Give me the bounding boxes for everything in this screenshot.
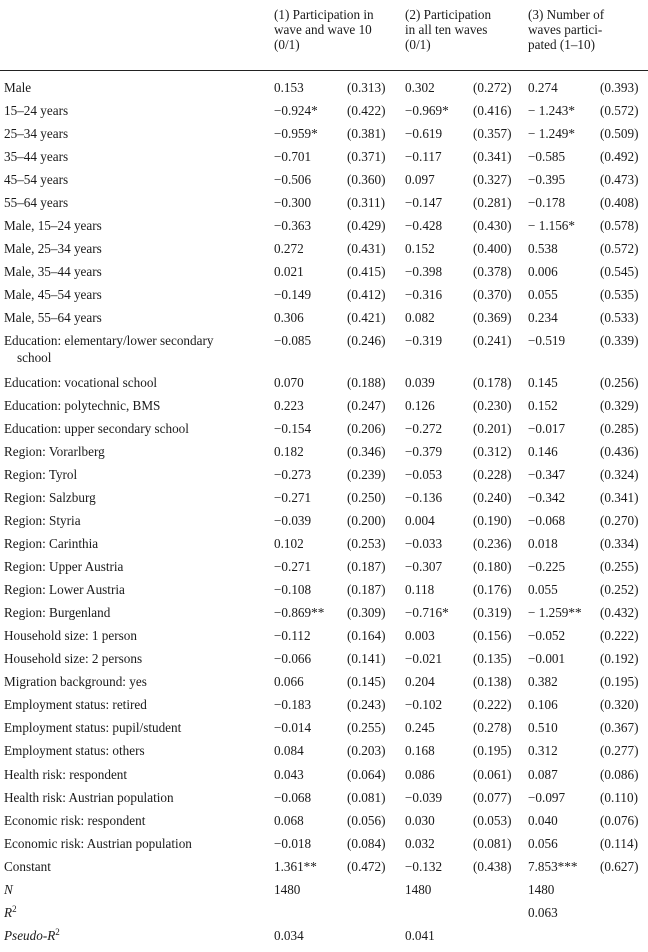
stat-label-text: N xyxy=(4,882,13,897)
std-error-cell: (0.319) xyxy=(473,605,512,620)
coefficient-cell: − 1.249* xyxy=(528,126,575,141)
coefficient-cell: 0.004 xyxy=(405,513,435,528)
std-error-cell: (0.400) xyxy=(473,241,512,256)
coefficient-cell: −0.149 xyxy=(274,287,312,302)
coefficient-cell: 0.084 xyxy=(274,743,304,758)
coefficient-cell: 0.043 xyxy=(274,767,304,782)
coefficient-cell: −0.068 xyxy=(274,790,312,805)
std-error-cell: (0.533) xyxy=(600,310,639,325)
std-error-cell: (0.252) xyxy=(600,582,639,597)
row-label: Household size: 1 person xyxy=(4,628,137,643)
coefficient-cell: −0.398 xyxy=(405,264,443,279)
coefficient-cell: −0.147 xyxy=(405,195,443,210)
coefficient-cell: −0.271 xyxy=(274,490,312,505)
coefficient-cell: −0.154 xyxy=(274,421,312,436)
coefficient-cell: −0.053 xyxy=(405,467,443,482)
column-header-1 xyxy=(274,7,374,52)
std-error-cell: (0.256) xyxy=(600,375,639,390)
coefficient-cell: 0.018 xyxy=(528,536,558,551)
coefficient-cell: −0.924* xyxy=(274,103,318,118)
std-error-cell: (0.190) xyxy=(473,513,512,528)
column-header-line: in all ten waves xyxy=(405,22,488,37)
row-label: Region: Lower Austria xyxy=(4,582,125,597)
row-label: Employment status: retired xyxy=(4,697,147,712)
std-error-cell: (0.329) xyxy=(600,398,639,413)
coefficient-cell: −0.225 xyxy=(528,559,566,574)
row-label: Employment status: others xyxy=(4,743,145,758)
column-header-line: (1) Participation in xyxy=(274,7,374,22)
std-error-cell: (0.255) xyxy=(347,720,386,735)
std-error-cell: (0.572) xyxy=(600,103,639,118)
std-error-cell: (0.357) xyxy=(473,126,512,141)
std-error-cell: (0.187) xyxy=(347,559,386,574)
coefficient-cell: −0.183 xyxy=(274,697,312,712)
coefficient-cell: 0.153 xyxy=(274,80,304,95)
std-error-cell: (0.381) xyxy=(347,126,386,141)
coefficient-cell: −0.039 xyxy=(405,790,443,805)
coefficient-cell: −0.869** xyxy=(274,605,325,620)
coefficient-cell: −0.097 xyxy=(528,790,566,805)
coefficient-cell: −0.117 xyxy=(405,149,442,164)
coefficient-cell: 0.040 xyxy=(528,813,558,828)
row-label: Economic risk: respondent xyxy=(4,813,146,828)
std-error-cell: (0.222) xyxy=(473,697,512,712)
coefficient-cell: 0.070 xyxy=(274,375,304,390)
std-error-cell: (0.222) xyxy=(600,628,639,643)
coefficient-cell: 0.066 xyxy=(274,674,304,689)
coefficient-cell: −0.319 xyxy=(405,333,443,348)
std-error-cell: (0.239) xyxy=(347,467,386,482)
std-error-cell: (0.572) xyxy=(600,241,639,256)
coefficient-cell: −0.716* xyxy=(405,605,449,620)
coefficient-cell: 0.145 xyxy=(528,375,558,390)
std-error-cell: (0.369) xyxy=(473,310,512,325)
coefficient-cell: −0.085 xyxy=(274,333,312,348)
coefficient-cell: 0.087 xyxy=(528,767,558,782)
coefficient-cell: −0.021 xyxy=(405,651,443,666)
coefficient-cell: 0.312 xyxy=(528,743,558,758)
stat-value: 1480 xyxy=(274,882,301,897)
row-label: 55–64 years xyxy=(4,195,69,210)
std-error-cell: (0.309) xyxy=(347,605,386,620)
std-error-cell: (0.370) xyxy=(473,287,512,302)
column-header-line: waves partici- xyxy=(528,22,603,37)
std-error-cell: (0.472) xyxy=(347,859,386,874)
std-error-cell: (0.393) xyxy=(600,80,639,95)
coefficient-cell: −0.969* xyxy=(405,103,449,118)
coefficient-cell: −0.068 xyxy=(528,513,566,528)
row-label: Health risk: Austrian population xyxy=(4,790,174,805)
column-header-line: (0/1) xyxy=(405,37,431,52)
std-error-cell: (0.195) xyxy=(600,674,639,689)
coefficient-cell: 0.204 xyxy=(405,674,435,689)
std-error-cell: (0.255) xyxy=(600,559,639,574)
std-error-cell: (0.422) xyxy=(347,103,386,118)
coefficient-cell: 0.030 xyxy=(405,813,435,828)
coefficient-cell: −0.519 xyxy=(528,333,566,348)
std-error-cell: (0.360) xyxy=(347,172,386,187)
coefficient-cell: 0.055 xyxy=(528,582,558,597)
std-error-cell: (0.371) xyxy=(347,149,386,164)
std-error-cell: (0.246) xyxy=(347,333,386,348)
row-label: Male, 45–54 years xyxy=(4,287,102,302)
std-error-cell: (0.240) xyxy=(473,490,512,505)
row-label: Employment status: pupil/student xyxy=(4,720,182,735)
row-label: 25–34 years xyxy=(4,126,69,141)
row-label: Region: Vorarlberg xyxy=(4,444,105,459)
stat-label-text: R xyxy=(4,905,13,920)
std-error-cell: (0.278) xyxy=(473,720,512,735)
row-label: Region: Tyrol xyxy=(4,467,78,482)
coefficient-cell: 0.245 xyxy=(405,720,435,735)
row-label: Constant xyxy=(4,859,51,874)
stat-label-text: Pseudo-R xyxy=(4,928,56,943)
std-error-cell: (0.627) xyxy=(600,859,639,874)
coefficient-cell: 7.853*** xyxy=(528,859,578,874)
coefficient-cell: −0.379 xyxy=(405,444,443,459)
std-error-cell: (0.535) xyxy=(600,287,639,302)
coefficient-cell: 0.223 xyxy=(274,398,304,413)
std-error-cell: (0.324) xyxy=(600,467,639,482)
stat-label-superscript: 2 xyxy=(55,927,60,937)
std-error-cell: (0.056) xyxy=(347,813,386,828)
coefficient-cell: 1.361** xyxy=(274,859,317,874)
coefficient-cell: −0.307 xyxy=(405,559,443,574)
coefficient-cell: 0.302 xyxy=(405,80,435,95)
coefficient-cell: −0.273 xyxy=(274,467,312,482)
std-error-cell: (0.077) xyxy=(473,790,512,805)
std-error-cell: (0.545) xyxy=(600,264,639,279)
std-error-cell: (0.188) xyxy=(347,375,386,390)
coefficient-cell: 0.234 xyxy=(528,310,558,325)
coefficient-cell: 0.118 xyxy=(405,582,435,597)
coefficient-cell: 0.272 xyxy=(274,241,304,256)
std-error-cell: (0.416) xyxy=(473,103,512,118)
row-label: Region: Salzburg xyxy=(4,490,96,505)
std-error-cell: (0.243) xyxy=(347,697,386,712)
coefficient-cell: 0.039 xyxy=(405,375,435,390)
row-label: Region: Styria xyxy=(4,513,81,528)
std-error-cell: (0.250) xyxy=(347,490,386,505)
std-error-cell: (0.431) xyxy=(347,241,386,256)
std-error-cell: (0.061) xyxy=(473,767,512,782)
coefficient-cell: −0.506 xyxy=(274,172,312,187)
std-error-cell: (0.053) xyxy=(473,813,512,828)
coefficient-cell: −0.619 xyxy=(405,126,443,141)
coefficient-cell: −0.052 xyxy=(528,628,566,643)
coefficient-cell: 0.538 xyxy=(528,241,558,256)
coefficient-cell: 0.056 xyxy=(528,836,558,851)
coefficient-cell: −0.428 xyxy=(405,218,443,233)
row-label: Male, 25–34 years xyxy=(4,241,102,256)
row-label: Male xyxy=(4,80,32,95)
stat-label xyxy=(4,928,60,944)
coefficient-cell: 0.510 xyxy=(528,720,558,735)
stat-label-superscript: 2 xyxy=(12,904,17,914)
coefficient-cell: −0.959* xyxy=(274,126,318,141)
std-error-cell: (0.247) xyxy=(347,398,386,413)
column-header-2 xyxy=(405,7,491,52)
row-label: Education: polytechnic, BMS xyxy=(4,398,161,413)
coefficient-cell: 0.006 xyxy=(528,264,558,279)
std-error-cell: (0.180) xyxy=(473,559,512,574)
std-error-cell: (0.156) xyxy=(473,628,512,643)
std-error-cell: (0.339) xyxy=(600,333,639,348)
row-label: Education: elementary/lower secondary xyxy=(4,333,214,348)
std-error-cell: (0.201) xyxy=(473,421,512,436)
stat-value: 0.041 xyxy=(405,928,435,943)
coefficient-cell: −0.108 xyxy=(274,582,312,597)
std-error-cell: (0.203) xyxy=(347,743,386,758)
column-header-line: pated (1–10) xyxy=(528,37,596,52)
column-header-line: (3) Number of xyxy=(528,7,605,22)
row-label: 35–44 years xyxy=(4,149,69,164)
coefficient-cell: −0.347 xyxy=(528,467,566,482)
row-label: Education: upper secondary school xyxy=(4,421,189,436)
column-header-line: (0/1) xyxy=(274,37,300,52)
coefficient-cell: −0.033 xyxy=(405,536,443,551)
column-header-line: (2) Participation xyxy=(405,7,492,22)
row-label: school xyxy=(17,350,52,365)
coefficient-cell: 0.003 xyxy=(405,628,435,643)
coefficient-cell: −0.701 xyxy=(274,149,312,164)
std-error-cell: (0.473) xyxy=(600,172,639,187)
coefficient-cell: 0.086 xyxy=(405,767,435,782)
stat-label xyxy=(4,882,13,898)
row-label: 45–54 years xyxy=(4,172,69,187)
std-error-cell: (0.236) xyxy=(473,536,512,551)
coefficient-cell: −0.132 xyxy=(405,859,443,874)
coefficient-cell: 0.068 xyxy=(274,813,304,828)
header-rule xyxy=(0,70,648,71)
coefficient-cell: 0.306 xyxy=(274,310,304,325)
std-error-cell: (0.277) xyxy=(600,743,639,758)
std-error-cell: (0.285) xyxy=(600,421,639,436)
coefficient-cell: −0.395 xyxy=(528,172,566,187)
std-error-cell: (0.084) xyxy=(347,836,386,851)
std-error-cell: (0.192) xyxy=(600,651,639,666)
coefficient-cell: −0.136 xyxy=(405,490,443,505)
coefficient-cell: 0.146 xyxy=(528,444,558,459)
row-label: Male, 55–64 years xyxy=(4,310,102,325)
std-error-cell: (0.076) xyxy=(600,813,639,828)
std-error-cell: (0.492) xyxy=(600,149,639,164)
std-error-cell: (0.164) xyxy=(347,628,386,643)
std-error-cell: (0.312) xyxy=(473,444,512,459)
coefficient-cell: −0.178 xyxy=(528,195,566,210)
std-error-cell: (0.114) xyxy=(600,836,638,851)
std-error-cell: (0.110) xyxy=(600,790,638,805)
row-label: Health risk: respondent xyxy=(4,767,128,782)
coefficient-cell: 0.126 xyxy=(405,398,435,413)
coefficient-cell: 0.152 xyxy=(405,241,435,256)
coefficient-cell: − 1.243* xyxy=(528,103,575,118)
coefficient-cell: 0.097 xyxy=(405,172,435,187)
coefficient-cell: −0.585 xyxy=(528,149,566,164)
std-error-cell: (0.327) xyxy=(473,172,512,187)
coefficient-cell: −0.001 xyxy=(528,651,566,666)
std-error-cell: (0.311) xyxy=(347,195,385,210)
row-label: Region: Burgenland xyxy=(4,605,111,620)
std-error-cell: (0.086) xyxy=(600,767,639,782)
row-label: Household size: 2 persons xyxy=(4,651,143,666)
std-error-cell: (0.408) xyxy=(600,195,639,210)
coefficient-cell: 0.274 xyxy=(528,80,558,95)
coefficient-cell: 0.082 xyxy=(405,310,435,325)
coefficient-cell: −0.342 xyxy=(528,490,566,505)
coefficient-cell: 0.102 xyxy=(274,536,304,551)
std-error-cell: (0.241) xyxy=(473,333,512,348)
coefficient-cell: 0.032 xyxy=(405,836,435,851)
coefficient-cell: −0.300 xyxy=(274,195,312,210)
coefficient-cell: 0.152 xyxy=(528,398,558,413)
row-label: 15–24 years xyxy=(4,103,69,118)
std-error-cell: (0.195) xyxy=(473,743,512,758)
std-error-cell: (0.334) xyxy=(600,536,639,551)
std-error-cell: (0.138) xyxy=(473,674,512,689)
std-error-cell: (0.313) xyxy=(347,80,386,95)
std-error-cell: (0.412) xyxy=(347,287,386,302)
std-error-cell: (0.341) xyxy=(473,149,512,164)
stat-value: 1480 xyxy=(528,882,555,897)
std-error-cell: (0.064) xyxy=(347,767,386,782)
std-error-cell: (0.272) xyxy=(473,80,512,95)
std-error-cell: (0.436) xyxy=(600,444,639,459)
std-error-cell: (0.187) xyxy=(347,582,386,597)
stat-value: 0.034 xyxy=(274,928,304,943)
std-error-cell: (0.367) xyxy=(600,720,639,735)
std-error-cell: (0.421) xyxy=(347,310,386,325)
std-error-cell: (0.228) xyxy=(473,467,512,482)
row-label: Male, 35–44 years xyxy=(4,264,102,279)
coefficient-cell: 0.106 xyxy=(528,697,558,712)
std-error-cell: (0.176) xyxy=(473,582,512,597)
std-error-cell: (0.230) xyxy=(473,398,512,413)
column-header-line: wave and wave 10 xyxy=(274,22,372,37)
row-label: Region: Upper Austria xyxy=(4,559,124,574)
stat-label xyxy=(4,905,17,921)
std-error-cell: (0.346) xyxy=(347,444,386,459)
coefficient-cell: − 1.259** xyxy=(528,605,582,620)
coefficient-cell: −0.271 xyxy=(274,559,312,574)
std-error-cell: (0.320) xyxy=(600,697,639,712)
std-error-cell: (0.270) xyxy=(600,513,639,528)
std-error-cell: (0.281) xyxy=(473,195,512,210)
coefficient-cell: −0.272 xyxy=(405,421,443,436)
coefficient-cell: 0.182 xyxy=(274,444,304,459)
std-error-cell: (0.178) xyxy=(473,375,512,390)
std-error-cell: (0.253) xyxy=(347,536,386,551)
std-error-cell: (0.438) xyxy=(473,859,512,874)
std-error-cell: (0.141) xyxy=(347,651,386,666)
std-error-cell: (0.432) xyxy=(600,605,639,620)
std-error-cell: (0.578) xyxy=(600,218,639,233)
coefficient-cell: −0.066 xyxy=(274,651,312,666)
stat-value: 0.063 xyxy=(528,905,558,920)
std-error-cell: (0.135) xyxy=(473,651,512,666)
std-error-cell: (0.081) xyxy=(473,836,512,851)
coefficient-cell: −0.112 xyxy=(274,628,311,643)
coefficient-cell: 0.055 xyxy=(528,287,558,302)
column-header-3 xyxy=(528,7,604,52)
coefficient-cell: 0.021 xyxy=(274,264,304,279)
coefficient-cell: −0.363 xyxy=(274,218,312,233)
row-label: Education: vocational school xyxy=(4,375,158,390)
coefficient-cell: −0.102 xyxy=(405,697,443,712)
coefficient-cell: 0.382 xyxy=(528,674,558,689)
row-label: Migration background: yes xyxy=(4,674,147,689)
coefficient-cell: −0.039 xyxy=(274,513,312,528)
std-error-cell: (0.509) xyxy=(600,126,639,141)
std-error-cell: (0.145) xyxy=(347,674,386,689)
std-error-cell: (0.081) xyxy=(347,790,386,805)
coefficient-cell: − 1.156* xyxy=(528,218,575,233)
coefficient-cell: −0.316 xyxy=(405,287,443,302)
std-error-cell: (0.415) xyxy=(347,264,386,279)
std-error-cell: (0.378) xyxy=(473,264,512,279)
std-error-cell: (0.200) xyxy=(347,513,386,528)
coefficient-cell: −0.017 xyxy=(528,421,566,436)
stat-value: 1480 xyxy=(405,882,432,897)
std-error-cell: (0.341) xyxy=(600,490,639,505)
row-label: Economic risk: Austrian population xyxy=(4,836,192,851)
row-label: Region: Carinthia xyxy=(4,536,99,551)
coefficient-cell: −0.014 xyxy=(274,720,312,735)
std-error-cell: (0.429) xyxy=(347,218,386,233)
coefficient-cell: −0.018 xyxy=(274,836,312,851)
row-label: Male, 15–24 years xyxy=(4,218,102,233)
coefficient-cell: 0.168 xyxy=(405,743,435,758)
std-error-cell: (0.206) xyxy=(347,421,386,436)
std-error-cell: (0.430) xyxy=(473,218,512,233)
